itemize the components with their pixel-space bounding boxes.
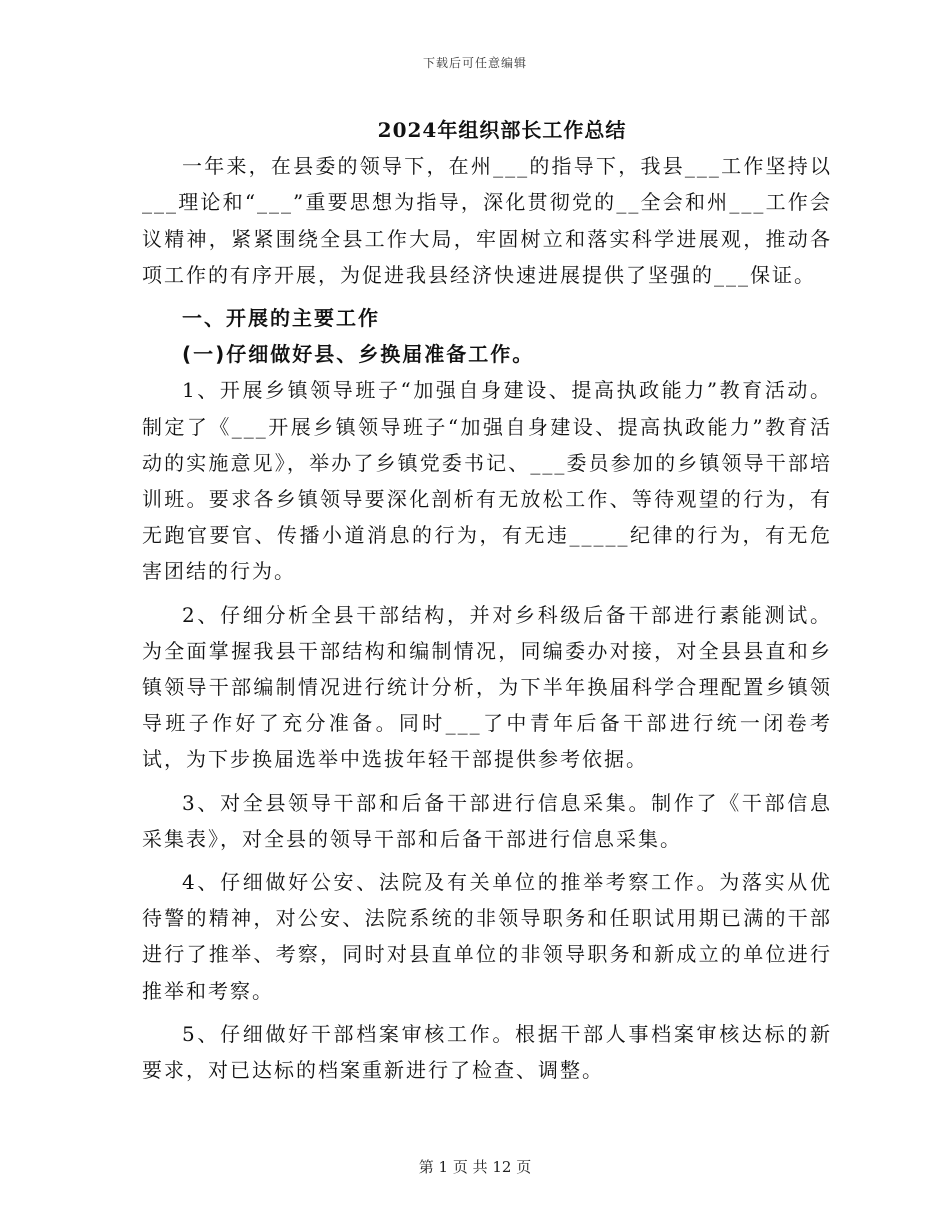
document-title: 2024年组织部长工作总结 (377, 118, 627, 142)
header-note: 下载后可任意编辑 (422, 56, 527, 70)
section-heading: 一、开展的主要工作 (182, 306, 380, 331)
document-body (142, 112, 832, 1095)
list-item: 3、对全县领导干部和后备干部进行信息采集。制作了《干部信息采集表》，对全县的领导干部和后备干部进行信息采集。 (142, 790, 832, 851)
list-item: 4、仔细做好公安、法院及有关单位的推举考察工作。为落实从优待警的精神，对公安、法院系统的非领导职务和任职试用期已满的干部进行了推举、考察，同时对县直单位的非领导职务和新成立的单位进行推举和考察。 (142, 870, 832, 1003)
page-number: 第 1 页 共 12 页 (418, 1158, 532, 1176)
list-item: 5、仔细做好干部档案审核工作。根据干部人事档案审核达标的新要求，对已达标的档案重新进行了检查、调整。 (142, 1021, 832, 1083)
list-item: 1、开展乡镇领导班子“加强自身建设、提高执政能力”教育活动。制定了《___开展乡镇领导班子“加强自身建设、提高执政能力”教育活动的实施意见》，举办了乡镇党委书记、___委员参加的乡镇领导干部培训班。要求各乡镇领导要深化剖析有无放松工作、等待观望的行为，有无跑官要官、传播小道消息的行为，有无违_____纪律的行为，有无危害团结的行为。 (142, 378, 832, 584)
list-item: 2、仔细分析全县干部结构，并对乡科级后备干部进行素能测试。为全面掌握我县干部结构和编制情况，同编委办对接，对全县县直和乡镇领导干部编制情况进行统计分析，为下半年换届科学合理配置乡镇领导班子作好了充分准备。同时___了中青年后备干部进行统一闭卷考试，为下步换届选举中选拔年轻干部提供参考依据。 (142, 602, 832, 772)
intro-paragraph: 一年来，在县委的领导下，在州___的指导下，我县___工作坚持以___理论和“___”重要思想为指导，深化贯彻党的__全会和州___工作会议精神，紧紧围绕全县工作大局，牢固树立和落实科学进展观，推动各项工作的有序开展，为促进我县经济快速进展提供了坚强的___保证。 (142, 154, 832, 287)
subsection-heading: (一)仔细做好县、乡换届准备工作。 (182, 342, 535, 367)
